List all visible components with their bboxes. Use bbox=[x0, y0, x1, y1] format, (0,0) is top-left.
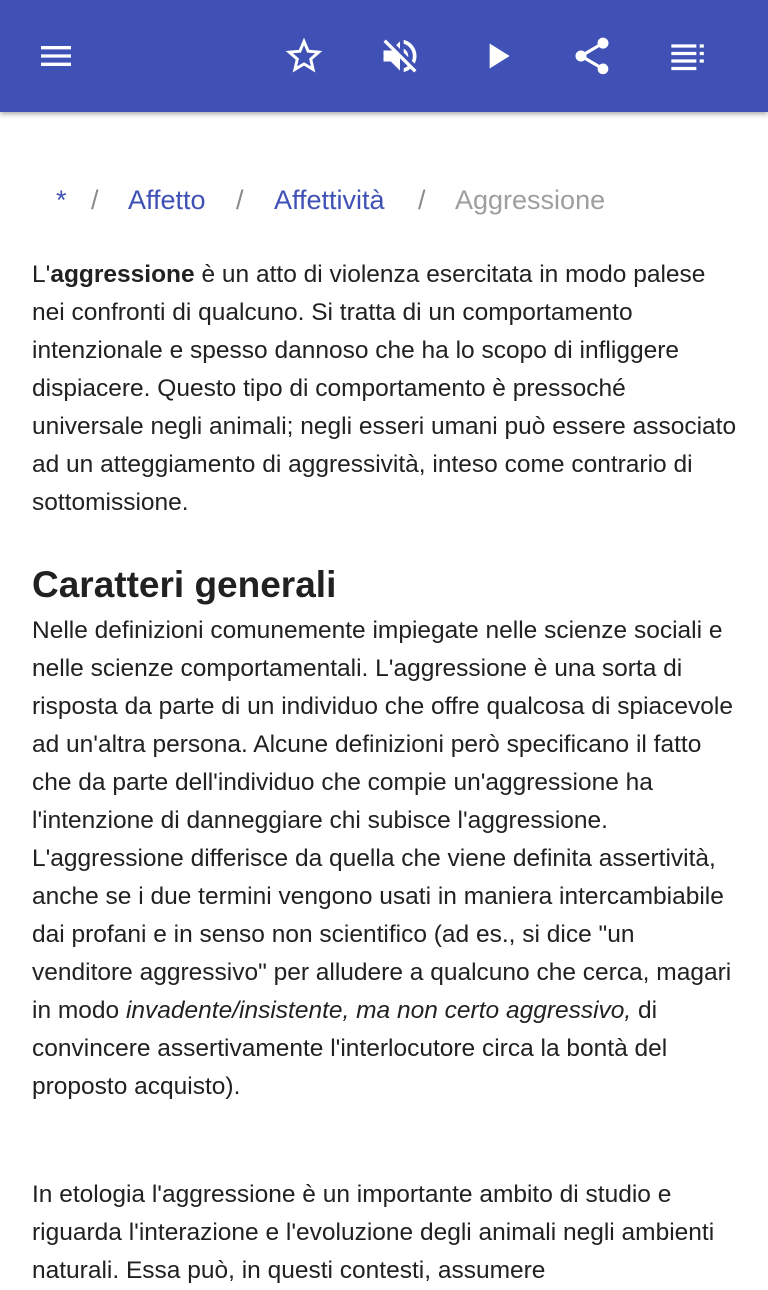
breadcrumb-current: Aggressione bbox=[455, 185, 606, 215]
intro-term: aggressione bbox=[50, 261, 195, 288]
breadcrumb-separator: / bbox=[236, 185, 244, 215]
contents-button[interactable] bbox=[660, 28, 716, 84]
paragraph-text: Nelle definizioni comunemente impiegate nelle scienze sociali e nelle scienze comportamentali. L'aggressione è una sorta di risposta da parte di un individuo che offre qualcosa di spiacevole ad un'altra persona. Alcune definizioni però specificano il fatto che da parte dell'individuo che compie un'aggressione ha l'intenzione di danneggiare chi subisce l'aggressione. L'aggressione differisce da quella che viene definita assertività, anche se i due termini vengono usati in maniera intercambiabile dai profani e in senso non scientifico (ad es., si dice "un venditore aggressivo" per alludere a qualcuno che cerca, magari in modo bbox=[32, 617, 733, 1024]
playlist-icon bbox=[668, 36, 708, 76]
section-paragraph-1 bbox=[32, 612, 740, 1106]
breadcrumb-affettivita[interactable]: Affettività bbox=[274, 185, 385, 215]
breadcrumb-separator: / bbox=[91, 185, 99, 215]
intro-text: è un atto di violenza esercitata in modo palese nei confronti di qualcuno. Si tratta di un comportamento intenzionale e spesso dannoso che ha lo scopo di infliggere dispiacere. Questo tipo di comportamento è pressoché universale negli animali; negli esseri umani può essere associato ad un atteggiamento di aggressività, inteso come contrario di sottomissione. bbox=[32, 261, 737, 516]
paragraph-text-end: di convincere assertivamente l'interlocutore circa la bontà del proposto acquisto). bbox=[32, 997, 668, 1100]
bookmark-button[interactable] bbox=[276, 28, 332, 84]
breadcrumb-home[interactable]: * bbox=[56, 185, 67, 215]
star-outline-icon bbox=[282, 34, 326, 78]
paragraph-italic: invadente/insistente, ma non certo aggressivo, bbox=[125, 997, 632, 1024]
paragraph-text: In etologia l'aggressione è un importante ambito di studio e riguarda l'interazione e l'evoluzione degli animali negli ambienti naturali. Essa può, in questi contesti, assumere bbox=[32, 1181, 715, 1284]
menu-button[interactable] bbox=[28, 28, 84, 84]
menu-icon bbox=[36, 36, 76, 76]
intro-paragraph bbox=[32, 256, 740, 522]
app-toolbar bbox=[0, 0, 768, 112]
share-button[interactable] bbox=[564, 28, 620, 84]
play-icon bbox=[478, 36, 518, 76]
share-icon bbox=[570, 34, 614, 78]
volume-off-icon bbox=[378, 34, 422, 78]
breadcrumb bbox=[0, 182, 768, 218]
breadcrumb-affetto[interactable]: Affetto bbox=[128, 185, 206, 215]
section-title: Caratteri generali bbox=[32, 564, 337, 605]
mute-button[interactable] bbox=[372, 28, 428, 84]
intro-prefix: L' bbox=[32, 261, 51, 288]
play-button[interactable] bbox=[470, 28, 526, 84]
breadcrumb-separator: / bbox=[418, 185, 426, 215]
section-paragraph-2 bbox=[32, 1176, 740, 1290]
